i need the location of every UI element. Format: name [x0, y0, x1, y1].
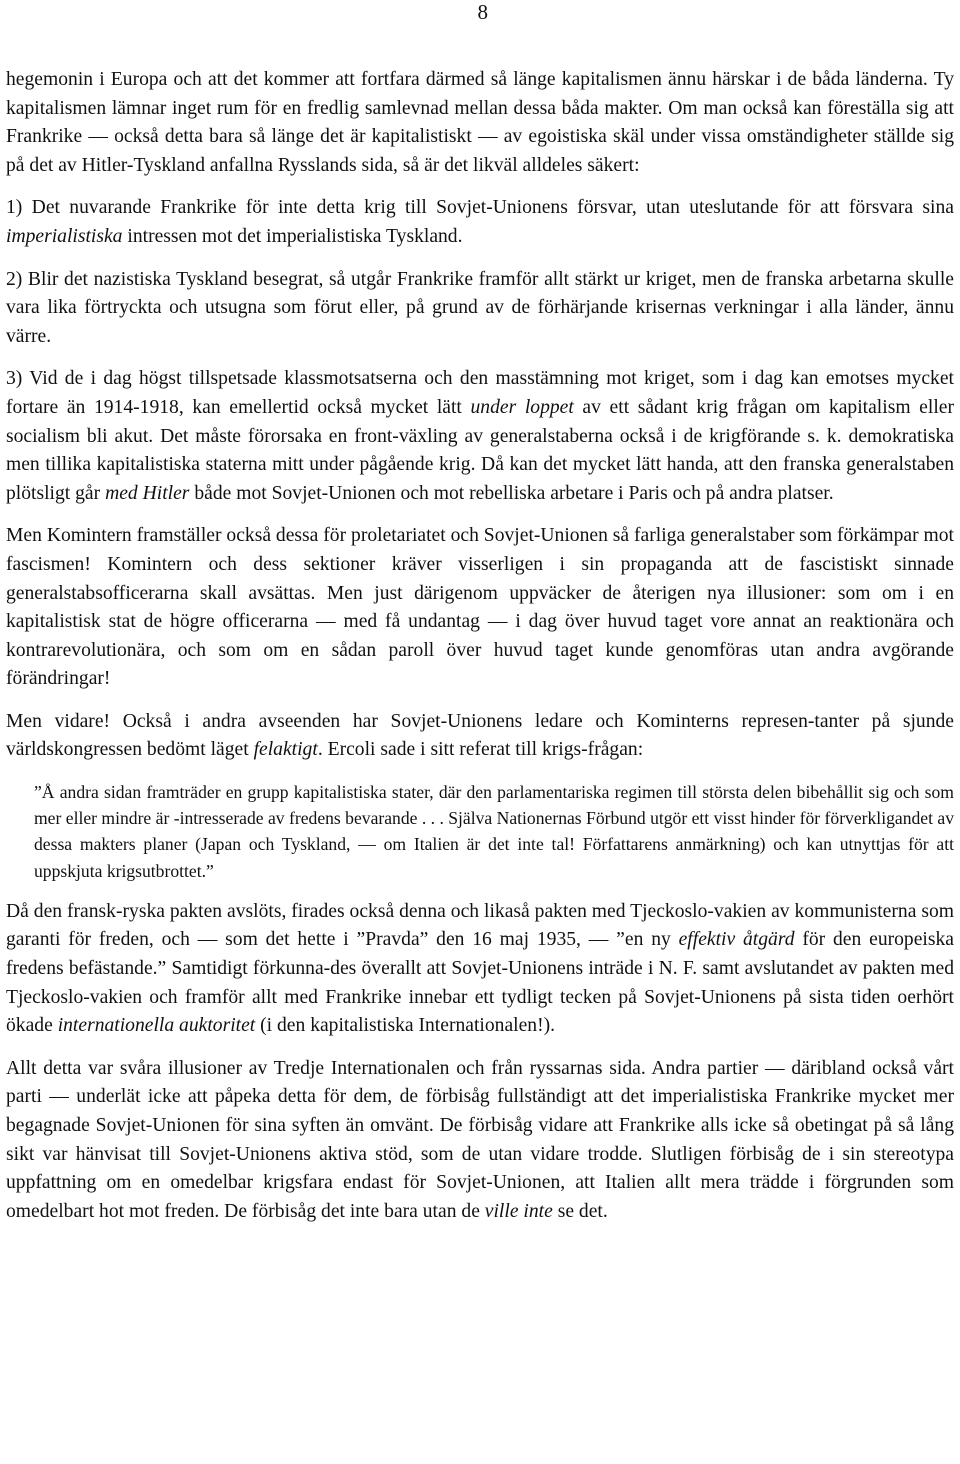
text-run: Men Komintern framställer också dessa för proletariatet och Sovjet-Unionen så farliga generalstaber som förkämpar mot fascismen! Komintern och dess sektioner kräver visserligen i sin propaganda att de fascistiskt sinnade generalstabsofficerarna skall avsättas. Men just därigenom uppväcker de återigen nya illusioner: som om i en kapitalistisk stat de högre officerarna — med få undantag — i dag över huvud taget vore annat an reaktionära och kontrarevolutionära, och som om en sådan paroll över huvud taget kunde genomföras utan andra avgörande förändringar! — [6, 525, 954, 690]
text-run: hegemonin i Europa och att det kommer att fortfara därmed så länge kapitalismen ännu härskar i de båda länderna. Ty kapitalismen lämnar inget rum för en fredlig samlevnad mellan dessa båda makter. Om man också kan föreställa sig att Frankrike — också detta bara så länge det är kapitalistiskt — av egoistiska skäl under vissa omständigheter ställde sig på det av Hitler-Tyskland anfallna Rysslands sida, så är det likväl alldeles säkert: — [6, 69, 954, 176]
text-run: både mot Sovjet-Unionen och mot rebelliska arbetare i Paris och på andra platser. — [189, 482, 834, 504]
italic-text-run: med Hitler — [105, 482, 190, 504]
italic-text-run: internationella auktoritet — [57, 1015, 256, 1037]
text-run: se det. — [552, 1200, 608, 1222]
text-run: intressen mot det imperialistiska Tyskland. — [122, 225, 463, 247]
text-run: 2) Blir det nazistiska Tyskland besegrat, så utgår Frankrike framför allt stärkt ur kriget, men de franska arbetarna skulle vara lika förtryckta och utsugna som förut eller, på grund av de förhärjande krisernas verkningar i alla länder, ännu värre. — [6, 268, 954, 347]
italic-text-run: felaktigt — [253, 739, 318, 761]
text-run: Men vidare! Också i andra avseenden har Sovjet-Unionens ledare och Kominterns represen-tanter på sjunde världskongressen bedömt läget — [6, 710, 954, 761]
paragraph — [6, 1055, 954, 1227]
text-run: 3) Vid de i dag högst tillspetsade klassmotsatserna och den masstämning mot kriget, som i dag kan emotses mycket fortare än 1914-1918, kan emellertid också mycket lätt — [6, 368, 954, 418]
italic-text-run: under loppet — [470, 396, 574, 418]
paragraph — [6, 365, 954, 508]
text-run: 1) Det nuvarande Frankrike för inte detta krig till Sovjet-Unionens försvar, utan uteslutande för att försvara sina — [6, 197, 954, 219]
italic-text-run: ville inte — [484, 1200, 553, 1222]
page-number: 8 — [477, 0, 488, 24]
paragraph — [6, 66, 954, 180]
text-run: Då den fransk-ryska pakten avslöts, firades också denna och likaså pakten med Tjeckoslo-vakien av kommunisterna som garanti för freden, och — som det hette i ”Pravda” den 16 maj 1935, — ”en ny — [6, 900, 954, 951]
block-quote — [34, 779, 954, 884]
italic-text-run: effektiv åtgärd — [678, 929, 795, 951]
text-run: Allt detta var svåra illusioner av Tredje Internationalen och från ryssarnas sida. Andra partier — däribland också vårt parti — underlät icke att påpeka detta för dem, de förbisåg fullständigt att det imperialistiska Frankrike mycket mer begagnade Sovjet-Unionen för sina syften än omvänt. De förbisåg vidare att Frankrike alls icke så obetingat på så lång sikt var hänvisat till Sovjet-Unionens aktiva stöd, som de utan vidare trodde. Slutligen förbisåg de i sin stereotypa uppfattning om en omedelbar krigsfara endast för Sovjet-Unionen, att Italien allt mera trädde i förgrunden som omedelbart hot mot freden. De förbisåg det inte bara utan de — [6, 1057, 954, 1222]
text-run: ”Å andra sidan framträder en grupp kapitalistiska stater, där den parlamentariska regimen till största delen bibehållit sig och som mer eller mindre är -intresserade av fredens bevarande . . . Själva Nationernas Förbund utgör ett visst hinder för förverkligandet av dessa makters planer (Japan och Tyskland, — om Italien är det inte tal! Författarens anmärkning) och kan utnyttjas för att uppskjuta krigsutbrottet.” — [34, 782, 954, 881]
text-run: . Ercoli sade i sitt referat till krigs-frågan: — [317, 739, 644, 761]
text-run: för den europeiska fredens befästande.” Samtidigt förkunna-des överallt att Sovjet-Unionens inträde i N. F. samt avslutandet av pakten med Tjeckoslo-vakien och framför allt med Frankrike innebar ett tydligt tecken på Sovjet-Unionens på sista tiden oerhört ökade — [6, 929, 954, 1037]
paragraph — [6, 266, 954, 352]
paragraph — [6, 194, 954, 251]
paragraph — [6, 898, 954, 1041]
paragraph — [6, 708, 954, 765]
text-run: av ett sådant krig frågan om kapitalism eller socialism bli akut. Det måste förorsaka en front-växling av generalstaberna också i de krigförande s. k. demokratiska men tillika kapitalistiska staterna mitt under pågående krig. Då kan det mycket lätt handa, att den franska generalstaben plötsligt går — [6, 396, 954, 504]
italic-text-run: imperialistiska — [6, 225, 123, 247]
document-body — [6, 66, 954, 1240]
text-run: (i den kapitalistiska Internationalen!). — [255, 1015, 556, 1037]
paragraph — [6, 522, 954, 694]
